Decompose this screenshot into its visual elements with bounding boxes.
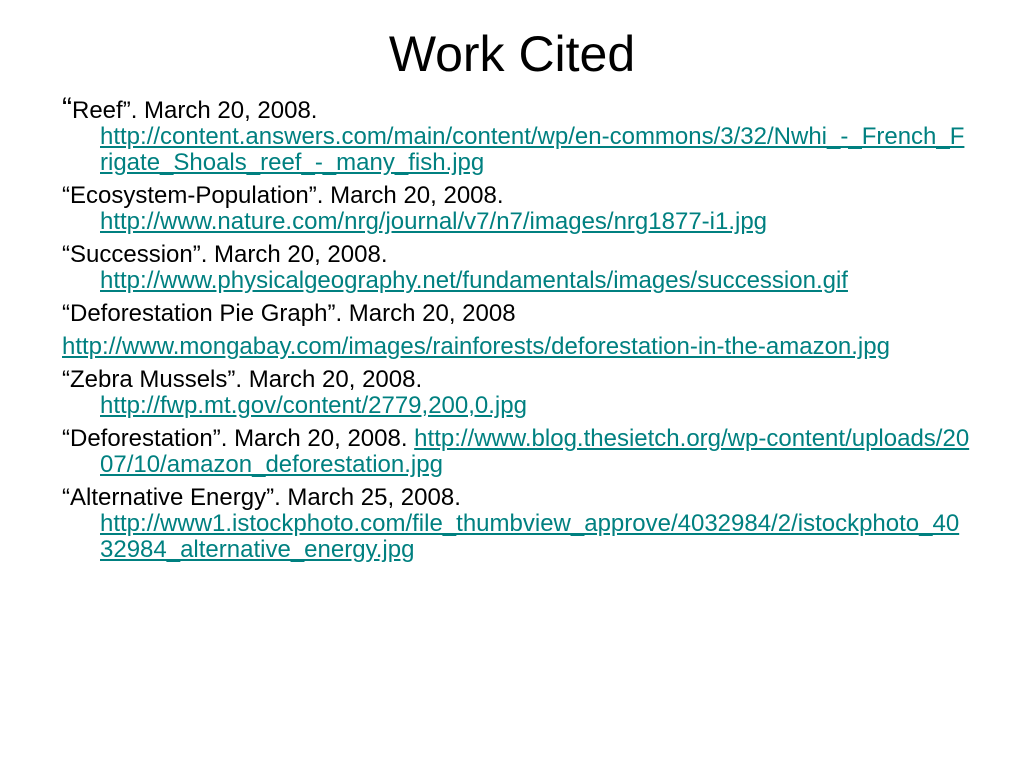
reference-text: “Ecosystem-Population”. March 20, 2008. [62,182,504,209]
reference-text: Reef”. March 20, 2008. [72,97,318,124]
reference-open-quote: “ [62,92,72,125]
slide-title: Work Cited [388,26,636,82]
reference-link[interactable]: http://www.nature.com/nrg/journal/v7/n7/images/nrg1877-i1.jpg [100,208,768,235]
reference-link[interactable]: http://fwp.mt.gov/content/2779,200,0.jpg [100,392,527,419]
reference-text: “Succession”. March 20, 2008. [62,241,388,268]
reference-link[interactable]: http://www1.istockphoto.com/file_thumbview_approve/4032984/2/istockphoto_4032984_alternative_energy.jpg [100,510,960,563]
reference-succession [62,242,972,294]
reference-deforestation [62,426,972,478]
references-list [62,92,972,570]
reference-link[interactable]: http://www.mongabay.com/images/rainforests/deforestation-in-the-amazon.jpg [62,333,890,360]
reference-deforestation-pie-graph [62,301,972,327]
reference-zebra-mussels [62,367,972,419]
reference-alternative-energy [62,485,972,563]
reference-text: “Zebra Mussels”. March 20, 2008. [62,366,423,393]
reference-ecosystem-population [62,183,972,235]
reference-text: “Deforestation”. March 20, 2008. [62,425,415,452]
reference-mongabay-link-item [62,334,972,360]
reference-link[interactable]: http://www.physicalgeography.net/fundamentals/images/succession.gif [100,267,848,294]
reference-reef [62,92,972,176]
reference-text: “Alternative Energy”. March 25, 2008. [62,484,461,511]
reference-text: “Deforestation Pie Graph”. March 20, 2008 [62,300,516,327]
reference-link[interactable]: http://www.blog.thesietch.org/wp-content/uploads/2007/10/amazon_deforestation.jpg [100,425,970,478]
reference-link[interactable]: http://content.answers.com/main/content/wp/en-commons/3/32/Nwhi_-_French_Frigate_Shoals_reef_-_many_fish.jpg [100,123,965,176]
